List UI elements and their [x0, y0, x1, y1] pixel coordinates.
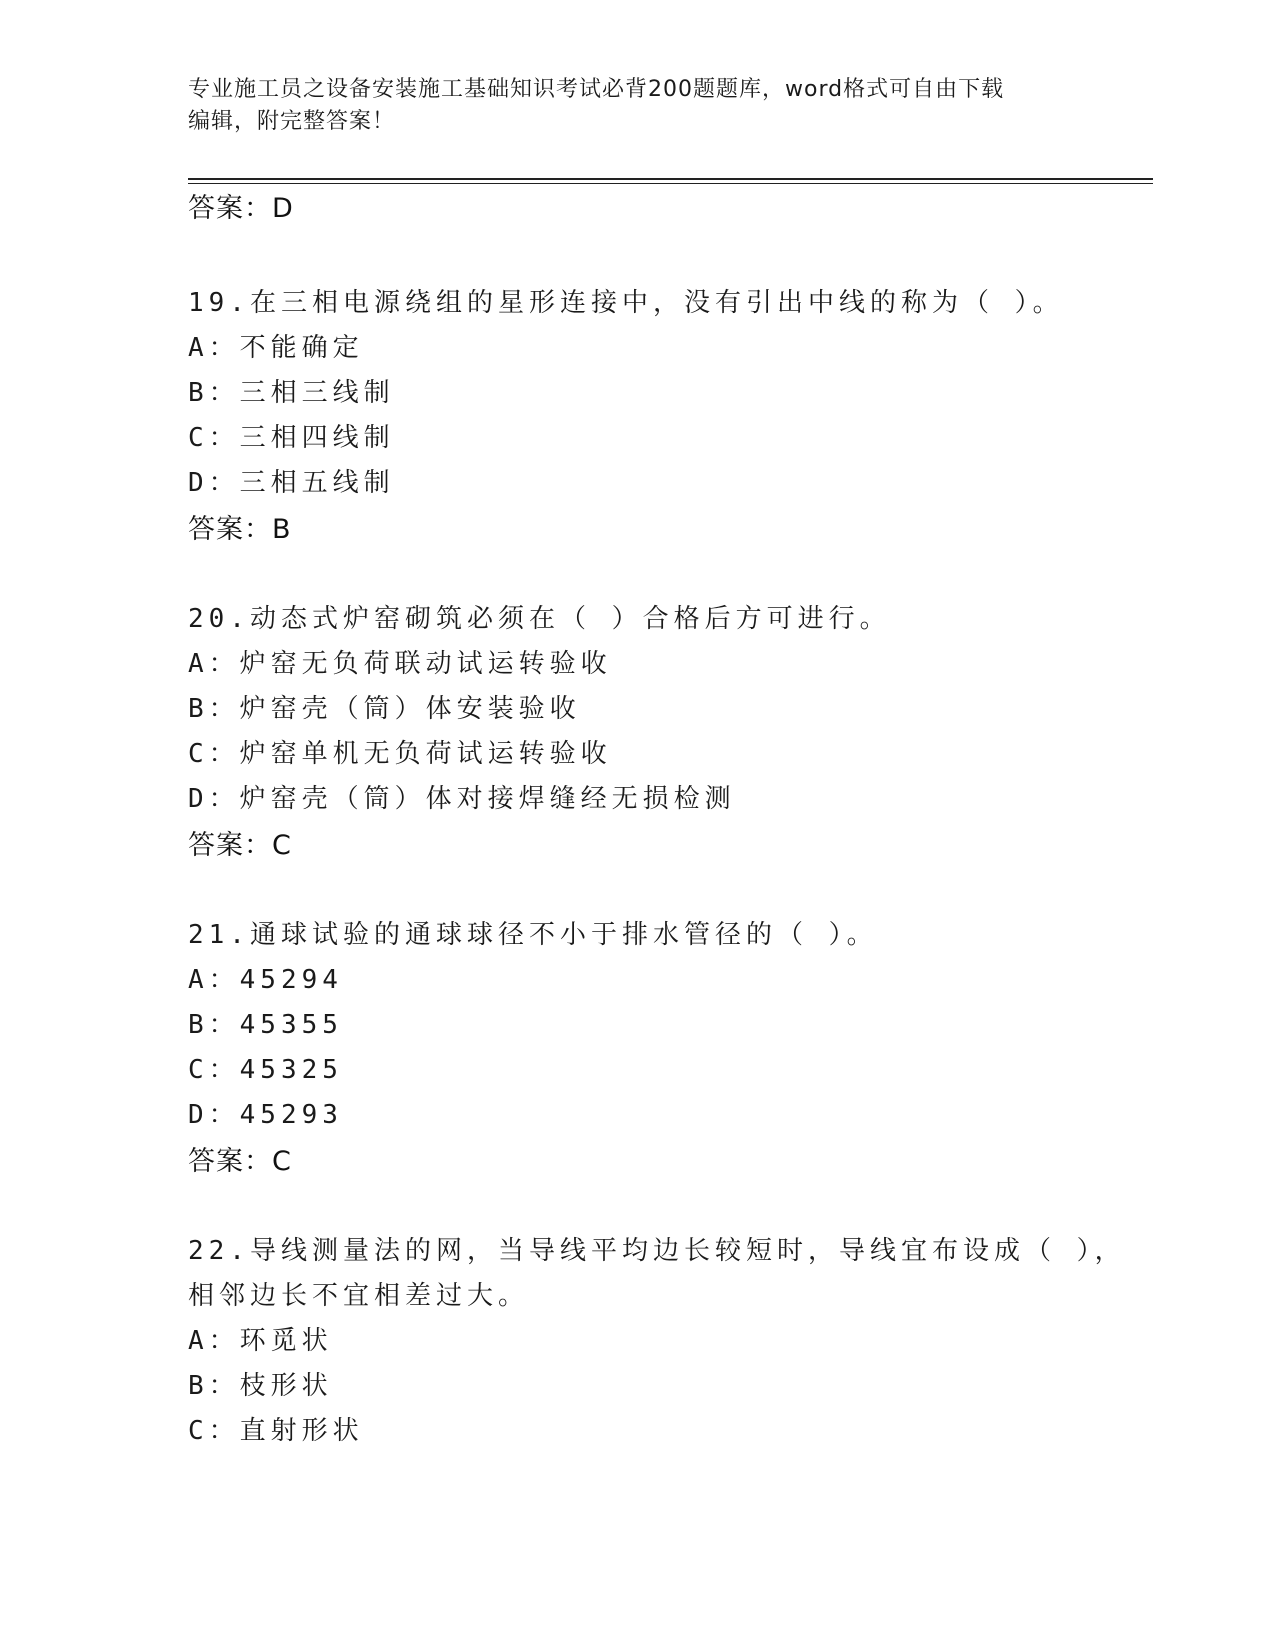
question-21-option-b: B：45355 [188, 1010, 343, 1040]
question-21-stem: 21.通球试验的通球球径不小于排水管径的（ ）。 [188, 920, 878, 950]
header-rule-thick [188, 178, 1153, 180]
question-19-option-d: D：三相五线制 [188, 468, 395, 498]
question-20-option-c: C：炉窑单机无负荷试运转验收 [188, 739, 612, 769]
question-19-answer: 答案：B [188, 514, 292, 545]
question-21-option-c: C：45325 [188, 1055, 343, 1085]
previous-answer: 答案：D [188, 193, 294, 224]
question-20-answer: 答案：C [188, 830, 292, 861]
question-22-option-a: A：环觅状 [188, 1326, 333, 1356]
question-20-option-a: A：炉窑无负荷联动试运转验收 [188, 649, 612, 679]
document-header [188, 74, 1088, 138]
question-22-stem-continued: 相邻边长不宜相差过大。 [188, 1281, 530, 1311]
question-19-option-a: A：不能确定 [188, 333, 364, 363]
question-20-option-b: B：炉窑壳（筒）体安装验收 [188, 694, 581, 724]
question-21-option-d: D：45293 [188, 1100, 343, 1130]
question-22-option-c: C：直射形状 [188, 1416, 364, 1446]
question-22-option-b: B：枝形状 [188, 1371, 333, 1401]
header-line-2: 编辑，附完整答案！ [188, 109, 396, 134]
question-19-option-b: B：三相三线制 [188, 378, 395, 408]
question-19-option-c: C：三相四线制 [188, 423, 395, 453]
header-rule-thin [188, 183, 1153, 184]
question-20-stem: 20.动态式炉窑砌筑必须在（ ）合格后方可进行。 [188, 604, 891, 634]
question-21-answer: 答案：C [188, 1146, 292, 1177]
header-line-1: 专业施工员之设备安装施工基础知识考试必背200题题库，word格式可自由下载 [188, 77, 1005, 102]
question-19-stem: 19.在三相电源绕组的星形连接中，没有引出中线的称为（ ）。 [188, 288, 1064, 318]
question-20-option-d: D：炉窑壳（筒）体对接焊缝经无损检测 [188, 784, 736, 814]
question-21-option-a: A：45294 [188, 965, 343, 995]
question-22-stem: 22.导线测量法的网，当导线平均边长较短时，导线宜布设成（ ）， [188, 1236, 1126, 1266]
